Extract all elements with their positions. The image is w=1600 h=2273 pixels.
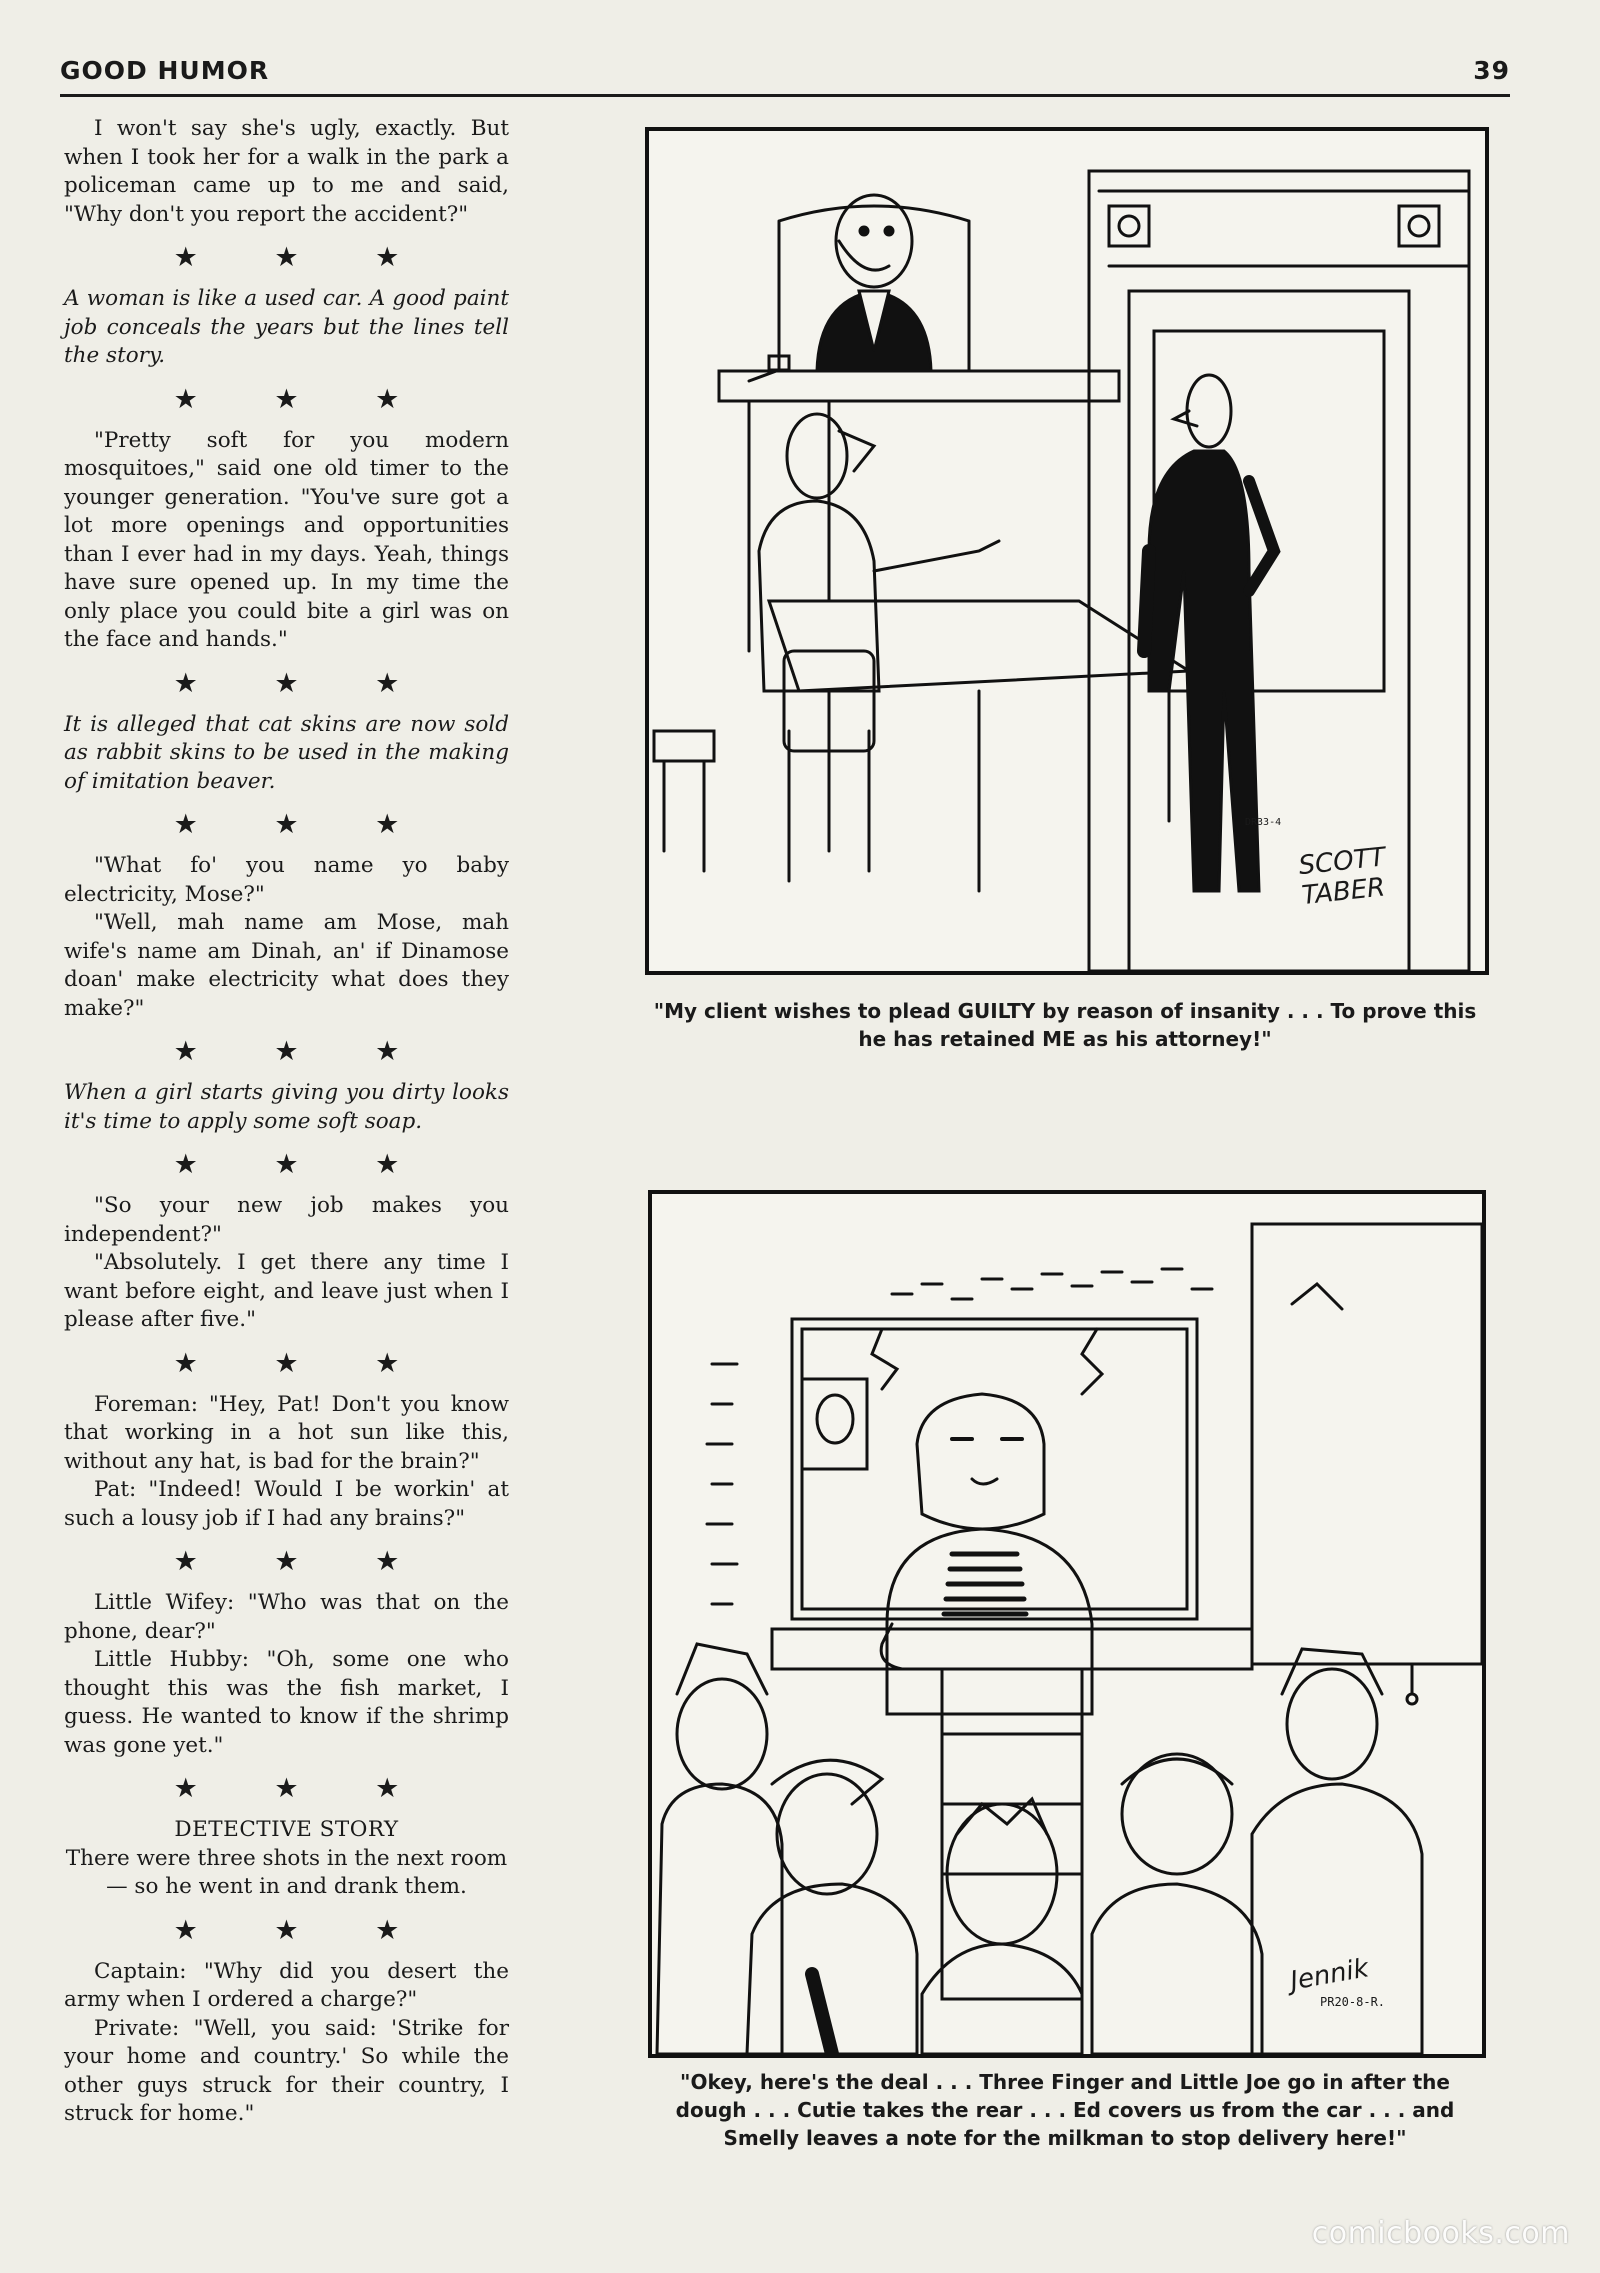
gang-caption: "Okey, here's the deal . . . Three Finger and Little Joe go in after the dough . . . Cutie takes the rear . . . Ed covers us from the car . . . and Smelly leaves a note for the milkman to stop delivery here!" [675, 2070, 1455, 2150]
gang-artist-code: PR20-8-R. [1320, 1995, 1386, 2009]
joke-paragraph: "So your new job makes you independent?" [64, 1193, 509, 1247]
courtroom-artist-code: DR33-4 [1245, 817, 1282, 828]
star-separator: ★ ★ ★ [173, 809, 434, 840]
joke-paragraph: "Pretty soft for you modern mosquitoes," said one old timer to the younger generation. "You've sure got a lot more openings and opportunities than I ever had in my days. Yeah, things have sure opened up. In my time the only place you could bite a girl was on the face and hands." [64, 427, 509, 652]
courtroom-artist-signature: SCOTT TABER [1297, 842, 1387, 912]
star-separator: ★ ★ ★ [173, 1036, 434, 1067]
joke-item [64, 1589, 509, 1760]
joke-paragraph: "Well, mah name am Mose, mah wife's name am Dinah, an' if Dinamose doan' make electricity what does they make?" [64, 910, 509, 1021]
joke-paragraph: "Absolutely. I get there any time I want before eight, and leave just when I please after five." [64, 1250, 509, 1332]
joke-paragraph: Captain: "Why did you desert the army when I ordered a charge?" [64, 1958, 509, 2012]
star-separator: ★ ★ ★ [173, 242, 434, 273]
magazine-title: GOOD HUMOR [60, 56, 270, 85]
joke-paragraph: Little Hubby: "Oh, some one who thought this was the fish market, I guess. He wanted to know if the shrimp was gone yet." [64, 1647, 509, 1758]
star-separator: ★ ★ ★ [173, 1914, 434, 1946]
joke-item [64, 1391, 509, 1534]
joke-paragraph: A woman is like a used car. A good paint job conceals the years but the lines tell the story. [64, 286, 509, 368]
site-watermark: comicbooks.com [1311, 2216, 1570, 2251]
jokes-column [64, 115, 509, 2129]
joke-paragraph: When a girl starts giving you dirty looks it's time to apply some soft soap. [64, 1080, 509, 1134]
star-separator: ★ ★ ★ [173, 383, 434, 415]
joke-item [64, 1192, 509, 1335]
joke-item [64, 427, 509, 655]
gang-artist-signature: Jennik [1287, 1953, 1371, 1997]
star-separator: ★ ★ ★ [173, 667, 434, 699]
joke-paragraph: I won't say she's ugly, exactly. But when I took her for a walk in the park a policeman came up to me and said, "Why don't you report the accident?" [64, 116, 509, 227]
joke-paragraph: There were three shots in the next room— so he went in and drank them. [65, 1845, 508, 1899]
star-separator: ★ ★ ★ [173, 1149, 434, 1180]
star-separator: ★ ★ ★ [173, 1347, 434, 1379]
page-header [60, 50, 1510, 97]
star-separator: ★ ★ ★ [173, 1546, 434, 1577]
star-separator: ★ ★ ★ [173, 1773, 434, 1804]
section-heading [64, 1816, 509, 1845]
joke-paragraph: It is alleged that cat skins are now sold as rabbit skins to be used in the making of imitation beaver. [64, 711, 509, 794]
gang-cartoon [648, 1190, 1486, 2058]
joke-item [64, 852, 509, 1023]
joke-paragraph: Private: "Well, you said: 'Strike for your home and country.' So while the other guys struck for their country, I struck for home." [64, 2015, 509, 2126]
gang-illustration [652, 1194, 1482, 2054]
joke-paragraph: "What fo' you name yo baby electricity, Mose?" [64, 853, 509, 907]
joke-paragraph: Foreman: "Hey, Pat! Don't you know that working in a hot sun like this, without any hat, is bad for the brain?" [64, 1391, 509, 1474]
joke-paragraph: Little Wifey: "Who was that on the phone, dear?" [64, 1590, 509, 1644]
joke-item [64, 711, 509, 797]
courtroom-caption: "My client wishes to plead GUILTY by reason of insanity . . . To prove this he has retained ME as his attorney!" [653, 999, 1477, 1051]
page-number: 39 [1473, 56, 1510, 85]
joke-item [64, 115, 509, 229]
joke-item [64, 1079, 509, 1136]
joke-paragraph: DETECTIVE STORY [174, 1817, 399, 1842]
joke-item [64, 1958, 509, 2129]
joke-item [64, 285, 509, 371]
joke-item [64, 1845, 509, 1902]
joke-paragraph: Pat: "Indeed! Would I be workin' at such a lousy job if I had any brains?" [64, 1477, 509, 1531]
